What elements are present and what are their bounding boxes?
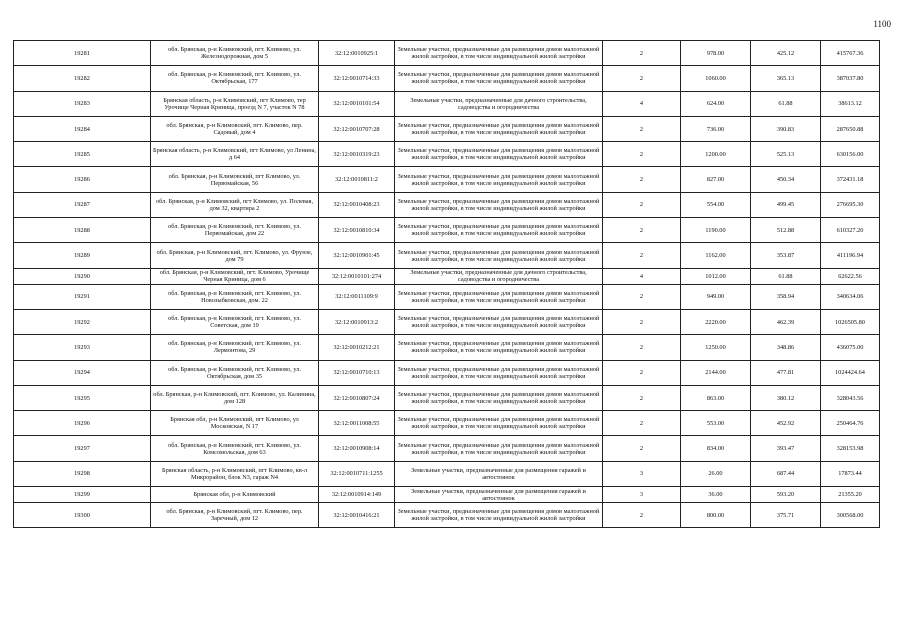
cadastral-number-cell: 32:12:0010807:24 xyxy=(319,385,395,410)
table-row xyxy=(14,116,880,141)
cadastral-number-cell: 32:12:0010908:14 xyxy=(319,436,395,461)
land-purpose-cell: Земельные участки, предназначенные для размещения домов малоэтажной жилой застройки, в том числе индивидуальной жилой застройки xyxy=(395,142,603,167)
row-number: 19298 xyxy=(14,461,151,486)
land-purpose-cell: Земельные участки, предназначенные для размещения домов малоэтажной жилой застройки, в том числе индивидуальной жилой застройки xyxy=(395,411,603,436)
address-cell: обл. Брянская, р-н Климовский, пгт. Климово, ул. Октябрьская, 177 xyxy=(151,66,319,91)
address-cell: обл. Брянская, р-н Климовский, пгт. Климово, ул. Калинина, дом 128 xyxy=(151,385,319,410)
address-cell: обл. Брянская, р-н Климовский, пгт. Климово, ул. Фрунзе, дом 79 xyxy=(151,243,319,268)
table-row xyxy=(14,268,880,284)
land-purpose-cell: Земельные участки, предназначенные для размещения гаражей и автостоянок xyxy=(395,461,603,486)
group-cell: 2 xyxy=(603,167,681,192)
cadastral-number-cell: 32:12:0010810:34 xyxy=(319,218,395,243)
cadastral-number-cell: 32:12:0010101:274 xyxy=(319,268,395,284)
row-number: 19285 xyxy=(14,142,151,167)
address-cell: обл. Брянская, р-н Климовский, пгт. Климово, ул. Октябрьская, дом 35 xyxy=(151,360,319,385)
land-purpose-cell: Земельные участки, предназначенные для дачного строительства, садоводства и огородничества xyxy=(395,91,603,116)
group-cell: 2 xyxy=(603,192,681,217)
area-cell: 26.00 xyxy=(681,461,751,486)
address-cell: обл. Брянская, р-н Климовский, пгт. Климово, ул. Советская, дом 19 xyxy=(151,309,319,334)
group-cell: 3 xyxy=(603,461,681,486)
group-cell: 2 xyxy=(603,503,681,528)
area-cell: 1200.00 xyxy=(681,142,751,167)
cadastral-number-cell: 32:12:0010714:33 xyxy=(319,66,395,91)
cadastral-value-cell: 38613.12 xyxy=(821,91,880,116)
land-purpose-cell: Земельные участки, предназначенные для размещения домов малоэтажной жилой застройки, в том числе индивидуальной жилой застройки xyxy=(395,436,603,461)
table-row xyxy=(14,411,880,436)
cadastral-value-cell: 328043.56 xyxy=(821,385,880,410)
cadastral-number-cell: 32:12:0010925:1 xyxy=(319,41,395,66)
table-row xyxy=(14,192,880,217)
group-cell: 2 xyxy=(603,66,681,91)
specific-value-cell: 365.13 xyxy=(751,66,821,91)
area-cell: 624.00 xyxy=(681,91,751,116)
land-purpose-cell: Земельные участки, предназначенные для размещения домов малоэтажной жилой застройки, в том числе индивидуальной жилой застройки xyxy=(395,218,603,243)
area-cell: 827.00 xyxy=(681,167,751,192)
group-cell: 2 xyxy=(603,218,681,243)
address-cell: Брянская область, р-н Климовский, пгт Климово, ул Ленина, д 64 xyxy=(151,142,319,167)
cadastral-number-cell: 32:12:0010913:2 xyxy=(319,309,395,334)
table-row xyxy=(14,487,880,503)
row-number: 19294 xyxy=(14,360,151,385)
cadastral-number-cell: 32:12:0010707:28 xyxy=(319,116,395,141)
land-registry-table xyxy=(13,40,880,528)
cadastral-number-cell: 32:12:0010212:21 xyxy=(319,335,395,360)
table-row xyxy=(14,218,880,243)
land-purpose-cell: Земельные участки, предназначенные для размещения домов малоэтажной жилой застройки, в том числе индивидуальной жилой застройки xyxy=(395,167,603,192)
row-number: 19283 xyxy=(14,91,151,116)
group-cell: 2 xyxy=(603,335,681,360)
specific-value-cell: 353.87 xyxy=(751,243,821,268)
group-cell: 2 xyxy=(603,243,681,268)
area-cell: 800.00 xyxy=(681,503,751,528)
specific-value-cell: 61.88 xyxy=(751,91,821,116)
group-cell: 2 xyxy=(603,41,681,66)
row-number: 19296 xyxy=(14,411,151,436)
cadastral-number-cell: 32:12:0010319:23 xyxy=(319,142,395,167)
cadastral-value-cell: 276695.30 xyxy=(821,192,880,217)
group-cell: 2 xyxy=(603,142,681,167)
table-row xyxy=(14,284,880,309)
area-cell: 1060.00 xyxy=(681,66,751,91)
cadastral-value-cell: 287650.88 xyxy=(821,116,880,141)
specific-value-cell: 525.13 xyxy=(751,142,821,167)
cadastral-value-cell: 300568.00 xyxy=(821,503,880,528)
land-purpose-cell: Земельные участки, предназначенные для размещения гаражей и автостоянок xyxy=(395,487,603,503)
land-purpose-cell: Земельные участки, предназначенные для размещения домов малоэтажной жилой застройки, в том числе индивидуальной жилой застройки xyxy=(395,360,603,385)
cadastral-value-cell: 1026505.80 xyxy=(821,309,880,334)
specific-value-cell: 425.12 xyxy=(751,41,821,66)
specific-value-cell: 499.45 xyxy=(751,192,821,217)
table-row xyxy=(14,461,880,486)
table-row xyxy=(14,167,880,192)
cadastral-number-cell: 32:12:0010408:23 xyxy=(319,192,395,217)
specific-value-cell: 512.88 xyxy=(751,218,821,243)
specific-value-cell: 380.12 xyxy=(751,385,821,410)
address-cell: обл. Брянская, р-н Климовский, пгт. Климово, пер. Садовый, дом 4 xyxy=(151,116,319,141)
address-cell: обл. Брянская, р-н Климовский, пгт. Климово, ул. Первомайская, дом 22 xyxy=(151,218,319,243)
specific-value-cell: 477.81 xyxy=(751,360,821,385)
row-number: 19295 xyxy=(14,385,151,410)
cadastral-number-cell: 32:12:0011008:55 xyxy=(319,411,395,436)
specific-value-cell: 390.83 xyxy=(751,116,821,141)
area-cell: 949.00 xyxy=(681,284,751,309)
cadastral-number-cell: 32:12:0010710:13 xyxy=(319,360,395,385)
row-number: 19288 xyxy=(14,218,151,243)
table-row xyxy=(14,436,880,461)
group-cell: 2 xyxy=(603,284,681,309)
table-row xyxy=(14,335,880,360)
row-number: 19282 xyxy=(14,66,151,91)
specific-value-cell: 687.44 xyxy=(751,461,821,486)
land-purpose-cell: Земельные участки, предназначенные для размещения домов малоэтажной жилой застройки, в том числе индивидуальной жилой застройки xyxy=(395,116,603,141)
address-cell: обл. Брянская, р-н Климовский, пгт Климово, ул. Полевая, дом 32, квартира 2 xyxy=(151,192,319,217)
group-cell: 2 xyxy=(603,309,681,334)
cadastral-number-cell: 32:12:0010101:54 xyxy=(319,91,395,116)
row-number: 19281 xyxy=(14,41,151,66)
table-row xyxy=(14,41,880,66)
specific-value-cell: 462.39 xyxy=(751,309,821,334)
group-cell: 4 xyxy=(603,268,681,284)
cadastral-value-cell: 387037.80 xyxy=(821,66,880,91)
cadastral-value-cell: 17873.44 xyxy=(821,461,880,486)
row-number: 19297 xyxy=(14,436,151,461)
area-cell: 834.00 xyxy=(681,436,751,461)
land-purpose-cell: Земельные участки, предназначенные для размещения домов малоэтажной жилой застройки, в том числе индивидуальной жилой застройки xyxy=(395,335,603,360)
row-number: 19289 xyxy=(14,243,151,268)
row-number: 19290 xyxy=(14,268,151,284)
group-cell: 2 xyxy=(603,360,681,385)
land-purpose-cell: Земельные участки, предназначенные для размещения домов малоэтажной жилой застройки, в том числе индивидуальной жилой застройки xyxy=(395,66,603,91)
area-cell: 736.00 xyxy=(681,116,751,141)
land-purpose-cell: Земельные участки, предназначенные для размещения домов малоэтажной жилой застройки, в том числе индивидуальной жилой застройки xyxy=(395,503,603,528)
address-cell: Брянская обл, р-н Климовский, пгт Климово, ул Московская, N 17 xyxy=(151,411,319,436)
area-cell: 554.00 xyxy=(681,192,751,217)
group-cell: 4 xyxy=(603,91,681,116)
specific-value-cell: 348.86 xyxy=(751,335,821,360)
area-cell: 1012.00 xyxy=(681,268,751,284)
group-cell: 2 xyxy=(603,116,681,141)
row-number: 19286 xyxy=(14,167,151,192)
page-number: 1100 xyxy=(873,19,891,29)
specific-value-cell: 593.20 xyxy=(751,487,821,503)
area-cell: 553.00 xyxy=(681,411,751,436)
cadastral-number-cell: 32:12:0010811:2 xyxy=(319,167,395,192)
land-purpose-cell: Земельные участки, предназначенные для размещения домов малоэтажной жилой застройки, в том числе индивидуальной жилой застройки xyxy=(395,243,603,268)
specific-value-cell: 61.88 xyxy=(751,268,821,284)
area-cell: 2144.00 xyxy=(681,360,751,385)
row-number: 19291 xyxy=(14,284,151,309)
area-cell: 1250.00 xyxy=(681,335,751,360)
address-cell: обл. Брянская, р-н Климовский, пгт. Климово, ул. Железнодорожная, дом 5 xyxy=(151,41,319,66)
specific-value-cell: 393.47 xyxy=(751,436,821,461)
address-cell: обл. Брянская, р-н Климовский, пгт Климово, ул. Первомайская, 56 xyxy=(151,167,319,192)
specific-value-cell: 452.92 xyxy=(751,411,821,436)
land-purpose-cell: Земельные участки, предназначенные для размещения домов малоэтажной жилой застройки, в том числе индивидуальной жилой застройки xyxy=(395,41,603,66)
address-cell: обл. Брянская, р-н Климовский, пгт. Климово, ул. Лермонтова, 29 xyxy=(151,335,319,360)
row-number: 19287 xyxy=(14,192,151,217)
cadastral-value-cell: 436075.00 xyxy=(821,335,880,360)
specific-value-cell: 450.34 xyxy=(751,167,821,192)
specific-value-cell: 358.94 xyxy=(751,284,821,309)
table-row xyxy=(14,503,880,528)
specific-value-cell: 375.71 xyxy=(751,503,821,528)
address-cell: Брянская область, р-н Климовский, пгт Климово, тер Урочище Черная Криница, проезд N 7, участок N 78 xyxy=(151,91,319,116)
table-row xyxy=(14,142,880,167)
cadastral-value-cell: 62622.56 xyxy=(821,268,880,284)
address-cell: Брянская область, р-н Климовский, пгт Климово, кв-л Микрорайон, блок N3, гараж N4 xyxy=(151,461,319,486)
table-row xyxy=(14,243,880,268)
land-purpose-cell: Земельные участки, предназначенные для размещения домов малоэтажной жилой застройки, в том числе индивидуальной жилой застройки xyxy=(395,192,603,217)
cadastral-value-cell: 630156.00 xyxy=(821,142,880,167)
cadastral-number-cell: 32:12:0010711:1255 xyxy=(319,461,395,486)
cadastral-value-cell: 1024424.64 xyxy=(821,360,880,385)
area-cell: 1190.00 xyxy=(681,218,751,243)
cadastral-value-cell: 328153.98 xyxy=(821,436,880,461)
cadastral-number-cell: 32:12:0010416:21 xyxy=(319,503,395,528)
group-cell: 3 xyxy=(603,487,681,503)
land-purpose-cell: Земельные участки, предназначенные для размещения домов малоэтажной жилой застройки, в том числе индивидуальной жилой застройки xyxy=(395,385,603,410)
cadastral-value-cell: 411196.94 xyxy=(821,243,880,268)
area-cell: 2220.00 xyxy=(681,309,751,334)
cadastral-value-cell: 250464.76 xyxy=(821,411,880,436)
row-number: 19292 xyxy=(14,309,151,334)
address-cell: Брянская обл, р-н Климовский xyxy=(151,487,319,503)
address-cell: обл. Брянская, р-н Климовский, пгт. Климово, ул. Новозыбковская, дом. 22 xyxy=(151,284,319,309)
address-cell: обл. Брянская, р-н Климовский, пгт. Климово, ул. Комсомольская, дом 63 xyxy=(151,436,319,461)
cadastral-value-cell: 21355.20 xyxy=(821,487,880,503)
row-number: 19284 xyxy=(14,116,151,141)
table-row xyxy=(14,385,880,410)
area-cell: 978.00 xyxy=(681,41,751,66)
cadastral-value-cell: 340634.06 xyxy=(821,284,880,309)
table-row xyxy=(14,309,880,334)
cadastral-value-cell: 415767.36 xyxy=(821,41,880,66)
address-cell: обл. Брянская, р-н Климовский, пгт. Климово, пер. Заречный, дом 12 xyxy=(151,503,319,528)
cadastral-number-cell: 32:12:0010901:45 xyxy=(319,243,395,268)
row-number: 19300 xyxy=(14,503,151,528)
area-cell: 1162.00 xyxy=(681,243,751,268)
land-purpose-cell: Земельные участки, предназначенные для дачного строительства, садоводства и огородничества xyxy=(395,268,603,284)
cadastral-value-cell: 610327.20 xyxy=(821,218,880,243)
area-cell: 863.00 xyxy=(681,385,751,410)
row-number: 19293 xyxy=(14,335,151,360)
land-purpose-cell: Земельные участки, предназначенные для размещения домов малоэтажной жилой застройки, в том числе индивидуальной жилой застройки xyxy=(395,284,603,309)
row-number: 19299 xyxy=(14,487,151,503)
group-cell: 2 xyxy=(603,436,681,461)
area-cell: 36.00 xyxy=(681,487,751,503)
group-cell: 2 xyxy=(603,385,681,410)
address-cell: обл. Брянская, р-н Климовский, пгт. Климово, Урочище Черная Криница, дом 6 xyxy=(151,268,319,284)
table-row xyxy=(14,91,880,116)
cadastral-value-cell: 372431.18 xyxy=(821,167,880,192)
group-cell: 2 xyxy=(603,411,681,436)
cadastral-number-cell: 32:12:0011109:9 xyxy=(319,284,395,309)
table-row xyxy=(14,66,880,91)
cadastral-number-cell: 32:12:0010914:149 xyxy=(319,487,395,503)
table-row xyxy=(14,360,880,385)
land-purpose-cell: Земельные участки, предназначенные для размещения домов малоэтажной жилой застройки, в том числе индивидуальной жилой застройки xyxy=(395,309,603,334)
